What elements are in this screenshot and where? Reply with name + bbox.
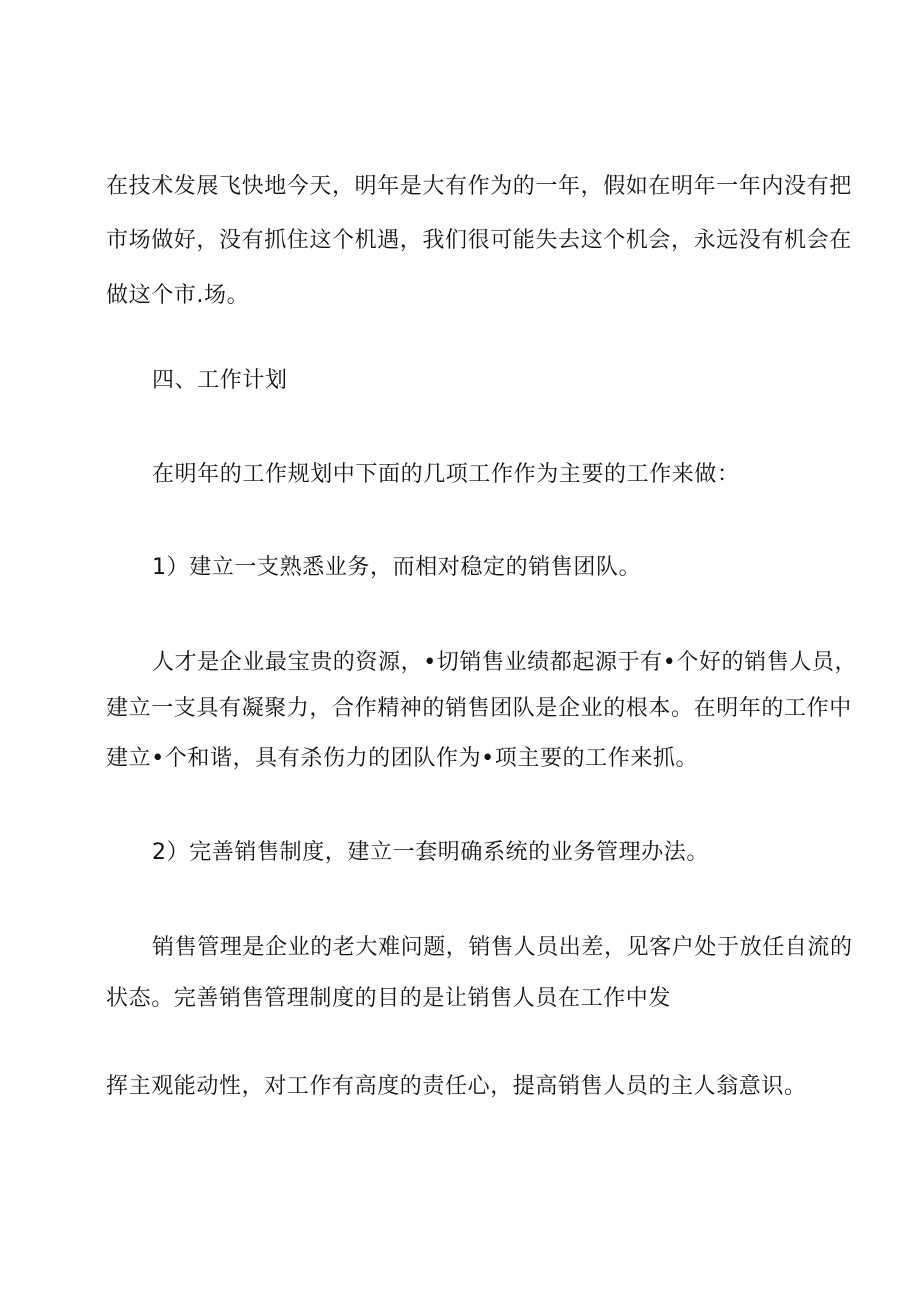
paragraph-line: 状态。完善销售管理制度的目的是让销售人员在工作中发 xyxy=(106,986,672,1011)
list-item-1: 1）建立一支熟悉业务，而相对稳定的销售团队。 xyxy=(152,555,642,580)
section-heading: 四、工作计划 xyxy=(152,368,288,393)
paragraph-line: 市场做好，没有抓住这个机遇，我们很可能失去这个机会，永远没有机会在 xyxy=(106,228,852,253)
list-item-2: 2）完善销售制度，建立一套明确系统的业务管理办法。 xyxy=(152,840,709,865)
paragraph-line: 销售管理是企业的老大难问题，销售人员出差，见客户处于放任自流的 xyxy=(152,935,853,960)
paragraph-line: 人才是企业最宝贵的资源，•切销售业绩都起源于有•个好的销售人员， xyxy=(152,650,858,675)
intro-text: 在明年的工作规划中下面的几项工作作为主要的工作来做： xyxy=(152,462,740,487)
paragraph-line: 做这个市.场。 xyxy=(106,283,250,308)
paragraph-line: 建立•个和谐，具有杀伤力的团队作为•项主要的工作来抓。 xyxy=(106,746,699,771)
paragraph-line: 建立一支具有凝聚力，合作精神的销售团队是企业的根本。在明年的工作中 xyxy=(106,696,852,721)
paragraph-line: 在技术发展飞快地今天，明年是大有作为的一年，假如在明年一年内没有把 xyxy=(106,174,852,199)
paragraph-line: 挥主观能动性，对工作有高度的责任心，提高销售人员的主人翁意识。 xyxy=(106,1074,807,1099)
